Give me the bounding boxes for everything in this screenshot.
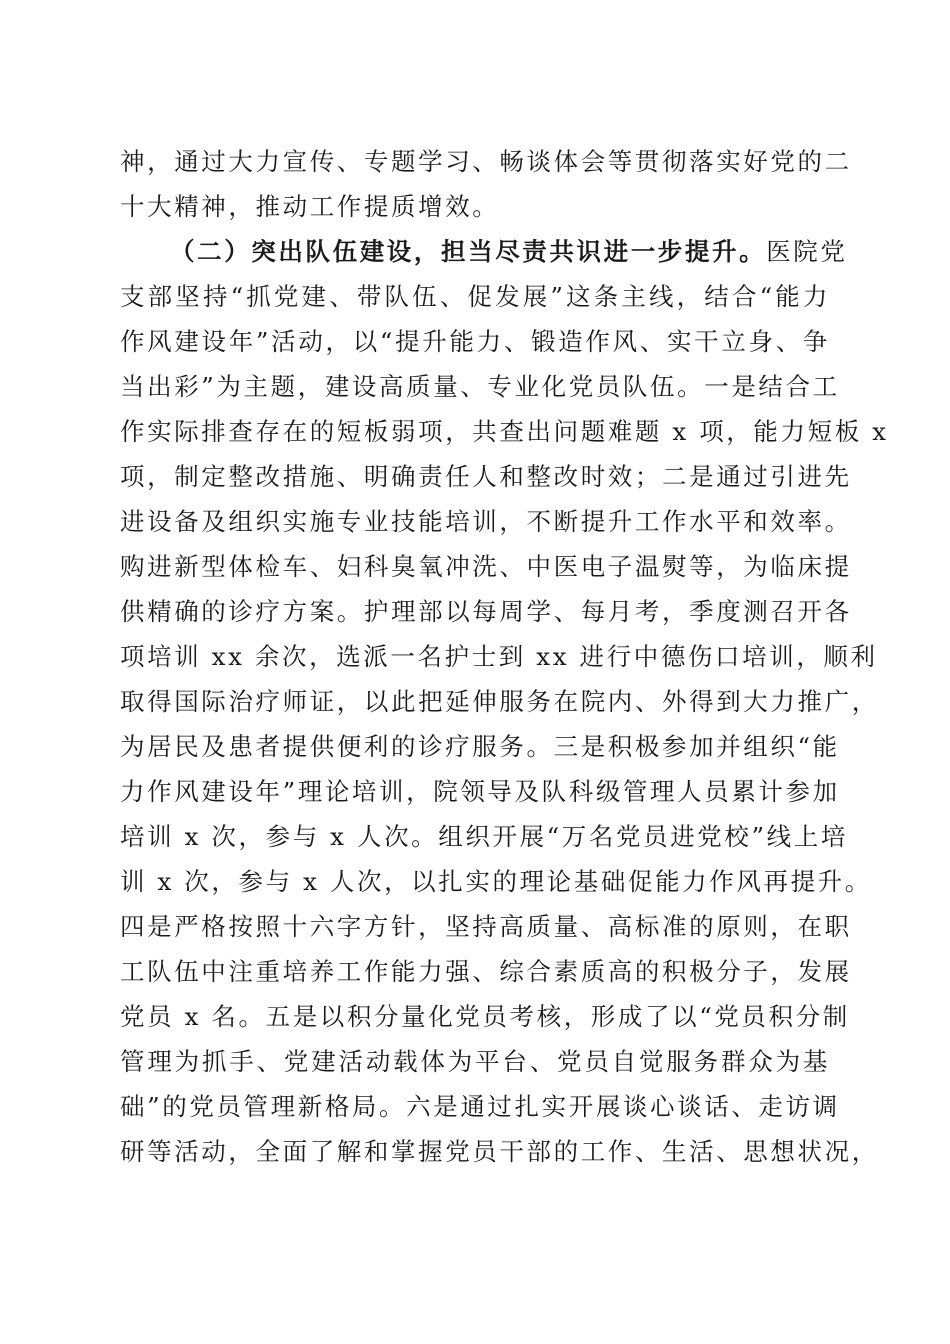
paragraph-2-line-13: 力作风建设年”理论培训，院领导及队科级管理人员累计参加 (120, 777, 840, 806)
paragraph-2-line-1 (170, 231, 848, 273)
paragraph-2-line-18: 党员 x 名。五是以积分量化党员考核，形成了以“党员积分制 (120, 1002, 850, 1031)
paragraph-2-line-2: 支部坚持“抓党建、带队伍、促发展”这条主线，结合“能力 (120, 282, 830, 311)
paragraph-2-line-4: 当出彩”为主题，建设高质量、专业化党员队伍。一是结合工 (120, 372, 840, 401)
paragraph-2-line-21: 研等活动，全面了解和掌握党员干部的工作、生活、思想状况， (120, 1137, 879, 1166)
paragraph-2-line-11: 取得国际治疗师证，以此把延伸服务在院内、外得到大力推广， (120, 687, 879, 716)
paragraph-2-line-9: 供精确的诊疗方案。护理部以每周学、每月考，季度测召开各 (120, 597, 852, 626)
paragraph-2-line-19: 管理为抓手、党建活动载体为平台、党员自觉服务群众为基 (120, 1047, 830, 1076)
paragraph-2-line-16: 四是严格按照十六字方针，坚持高质量、高标准的原则，在职 (120, 912, 852, 941)
paragraph-2-line-15: 训 x 次，参与 x 人次，以扎实的理论基础促能力作风再提升。 (120, 867, 872, 896)
paragraph-2-line-12: 为居民及患者提供便利的诊疗服务。三是积极参加并组织“能 (120, 732, 840, 761)
paragraph-2-line-5: 作实际排查存在的短板弱项，共查出问题难题 x 项，能力短板 x (120, 417, 889, 446)
paragraph-1-line-2: 十大精神，推动工作提质增效。 (120, 192, 500, 221)
paragraph-1-line-1: 神，通过大力宣传、专题学习、畅谈体会等贯彻落实好党的二 (120, 147, 852, 176)
paragraph-2-line-17: 工队伍中注重培养工作能力强、综合素质高的积极分子，发展 (120, 957, 852, 986)
paragraph-2-line-7: 进设备及组织实施专业技能培训，不断提升工作水平和效率。 (120, 507, 852, 536)
paragraph-2-line-1-rest: 医院党 (766, 237, 848, 266)
paragraph-2-line-8: 购进新型体检车、妇科臭氧冲洗、中医电子温熨等，为临床提 (120, 552, 852, 581)
section-heading: （二）突出队伍建设，担当尽责共识进一步提升。 (170, 237, 767, 266)
paragraph-2-line-10: 项培训 xx 余次，选派一名护士到 xx 进行中德伤口培训，顺利 (120, 642, 878, 671)
paragraph-2-line-6: 项，制定整改措施、明确责任人和整改时效；二是通过引进先 (120, 462, 852, 491)
paragraph-2-line-3: 作风建设年”活动，以“提升能力、锻造作风、实干立身、争 (120, 327, 830, 356)
paragraph-2-line-14: 培训 x 次，参与 x 人次。组织开展“万名党员进党校”线上培 (120, 822, 848, 851)
paragraph-2-line-20: 础”的党员管理新格局。六是通过扎实开展谈心谈话、走访调 (120, 1092, 840, 1121)
